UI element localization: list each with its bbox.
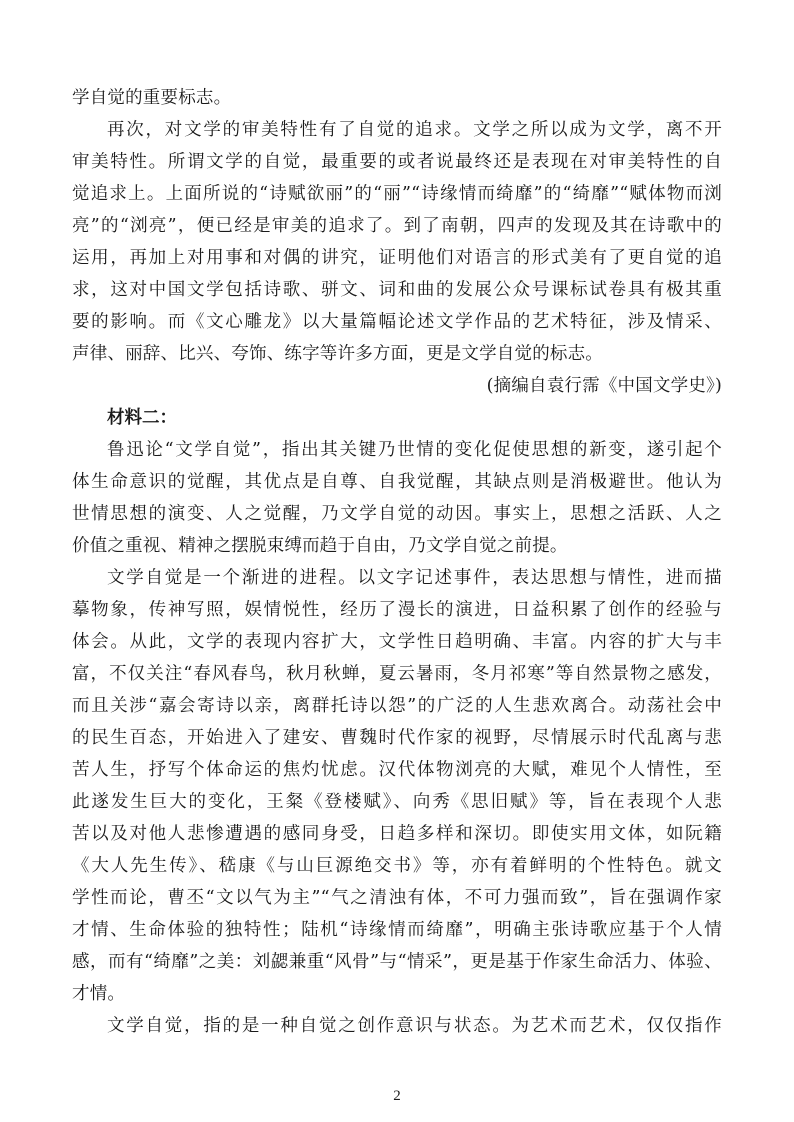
text-line: 的民生百态，开始进入了建安、曹魏时代作家的视野，尽情展示时代乱离与悲 [72,728,722,748]
text-line: 亮”的“浏亮”，便已经是审美的追求了。到了南朝，四声的发现及其在诗歌中的 [72,216,722,236]
text-line: 感，而有“绮靡”之美：刘勰兼重“风骨”与“情采”，更是基于作家生命活力、体验、 [72,952,722,972]
text-line: 要的影响。而《文心雕龙》以大量篇幅论述文学作品的艺术特征，涉及情采、 [72,312,722,332]
passage-material-two [72,434,722,1042]
text-line: 声律、丽辞、比兴、夸饰、练字等许多方面，更是文学自觉的标志。 [72,344,603,364]
text-line: 摹物象，传神写照，娱情悦性，经历了漫长的演进，日益积累了创作的经验与 [72,600,722,620]
text-line: 学自觉的重要标志。 [72,88,232,108]
text-line: 文学自觉，指的是一种自觉之创作意识与状态。为艺术而艺术，仅仅指作 [107,1016,722,1036]
text-line: 体生命意识的觉醒，其优点是自尊、自我觉醒，其缺点则是消极避世。他认为 [72,472,722,492]
text-line: 才情。 [72,984,126,1004]
text-line: 文学自觉是一个渐进的进程。以文字记述事件，表达思想与情性，进而描 [107,568,722,588]
text-line: 鲁迅论“文学自觉”，指出其关键乃世情的变化促使思想的新变，遂引起个 [107,440,722,460]
passage-material-one [72,82,722,370]
source-citation: (摘编自袁行霈《中国文学史》) [486,376,722,396]
document-body [72,82,722,1042]
text-line: 审美特性。所谓文学的自觉，最重要的或者说最终还是表现在对审美特性的自 [72,152,722,172]
text-line: 求，这对中国文学包括诗歌、骈文、词和曲的发展公众号课标试卷具有极其重 [72,280,722,300]
text-line: 《大人先生传》、嵇康《与山巨源绝交书》等，亦有着鲜明的个性特色。就文 [72,856,722,876]
text-line: 此遂发生巨大的变化，王粲《登楼赋》、向秀《思旧赋》等，旨在表现个人悲 [72,792,722,812]
text-line: 体会。从此，文学的表现内容扩大，文学性日趋明确、丰富。内容的扩大与丰 [72,632,722,652]
text-line: 而且关涉“嘉会寄诗以亲，离群托诗以怨”的广泛的人生悲欢离合。动荡社会中 [72,696,722,716]
text-line: 世情思想的演变、人之觉醒，乃文学自觉的动因。事实上，思想之活跃、人之 [72,504,722,524]
text-line: 运用，再加上对用事和对偶的讲究，证明他们对语言的形式美有了更自觉的追 [72,248,722,268]
text-line: 价值之重视、精神之摆脱束缚而趋于自由，乃文学自觉之前提。 [72,536,568,556]
text-line: 才情、生命体验的独特性；陆机“诗缘情而绮靡”，明确主张诗歌应基于个人情 [72,920,722,940]
text-line: 觉追求上。上面所说的“诗赋欲丽”的“丽”“诗缘情而绮靡”的“绮靡”“赋体物而浏 [72,184,722,204]
text-line: 再次，对文学的审美特性有了自觉的追求。文学之所以成为文学，离不开 [107,120,722,140]
text-line: 学性而论，曹丕“文以气为主”“气之清浊有体，不可力强而致”，旨在强调作家 [72,888,722,908]
text-line: 富，不仅关注“春风春鸟，秋月秋蝉，夏云暑雨，冬月祁寒”等自然景物之感发， [72,664,722,684]
text-line: 苦人生，抒写个体命运的焦灼忧虑。汉代体物浏亮的大赋，难见个人情性，至 [72,760,722,780]
text-line: 苦以及对他人悲惨遭遇的感同身受，日趋多样和深切。即使实用文体，如阮籍 [72,824,722,844]
page-number: 2 [393,1088,401,1104]
section-heading: 材料二： [107,408,177,428]
